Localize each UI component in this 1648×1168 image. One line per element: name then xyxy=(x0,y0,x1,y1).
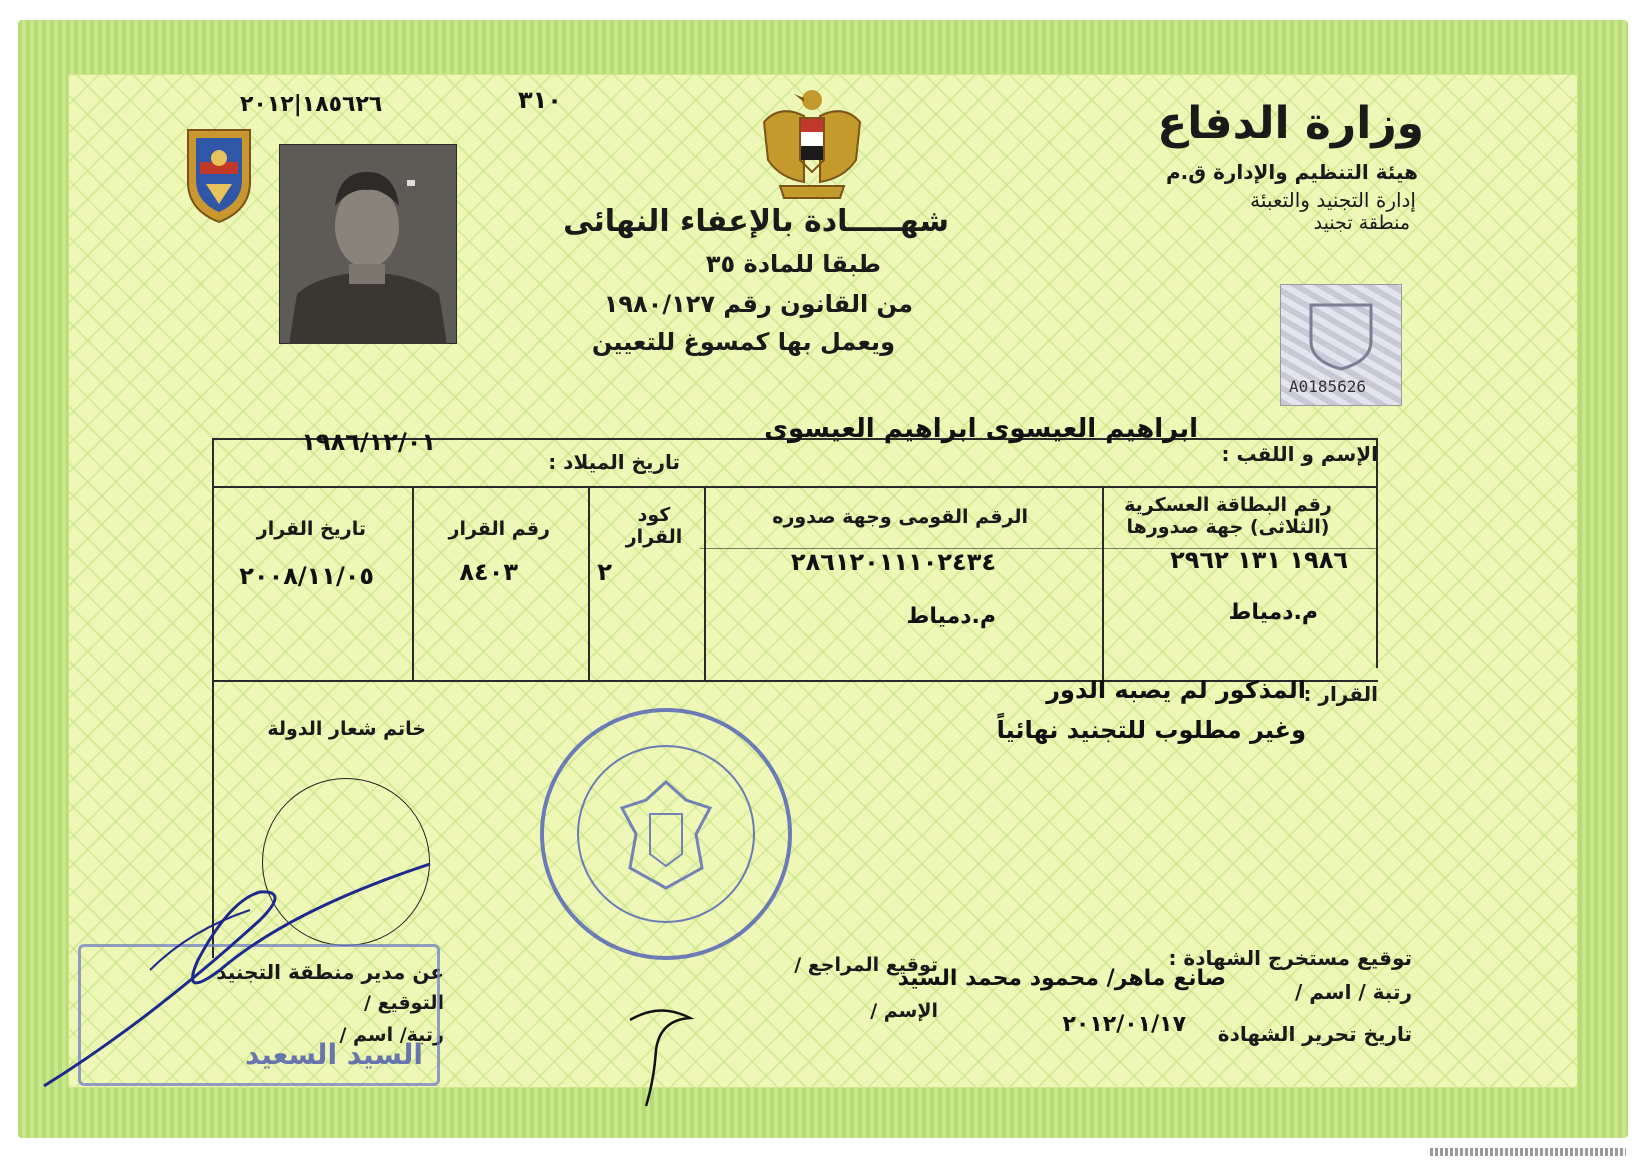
col-header-military-card: رقم البطاقة العسكرية (الثلاثى) جهة صدورها xyxy=(1124,494,1332,538)
title-line-3: ويعمل بها كمسوغ للتعيين xyxy=(591,328,895,356)
reviewer-signature-label: توقيع المراجع / xyxy=(794,954,938,976)
reviewer-handwritten-signature xyxy=(620,1000,700,1110)
document-number: ٣١٠ xyxy=(518,86,562,114)
military-card-place: م.دمياط xyxy=(1228,600,1318,625)
col-header-decision-number: رقم القرار xyxy=(448,518,550,540)
decision-line-1: المذكور لم يصبه الدور xyxy=(1046,676,1306,704)
director-rank-label: رتبة/ اسم / xyxy=(339,1024,444,1046)
stamp-name-text: السيد السعيد xyxy=(245,1038,423,1071)
col-header-decision-code: كود القرار xyxy=(625,504,683,548)
recruitment-zone: منطقة تجنيد xyxy=(1313,212,1410,234)
col-header-decision-date: تاريخ القرار xyxy=(256,518,366,540)
official-round-stamp xyxy=(536,704,796,964)
col-divider-1 xyxy=(412,486,414,680)
col-divider-2 xyxy=(588,486,590,680)
issue-date-value: ٢٠١٢/٠١/١٧ xyxy=(1062,1012,1186,1037)
department-name: إدارة التجنيد والتعبئة xyxy=(1250,188,1416,212)
certificate-title: شهـــــادة بالإعفاء النهائى xyxy=(563,204,949,239)
title-line-2: من القانون رقم ١٩٨٠/١٢٧ xyxy=(603,290,913,318)
national-id-value: ٢٨٦١٢٠١١١٠٢٤٣٤ xyxy=(790,548,996,576)
serial-number: ١٨٥٦٢٦|٢٠١٢ xyxy=(240,92,383,117)
issuer-rank-label: رتبة / اسم / xyxy=(1294,980,1412,1004)
decision-code-value: ٢ xyxy=(597,558,612,586)
decision-number-value: ٨٤٠٣ xyxy=(459,558,518,586)
issuer-signature-label: توقيع مستخرج الشهادة : xyxy=(1168,946,1412,970)
reviewer-name-label: الإسم / xyxy=(870,1000,938,1022)
col-header-national-id: الرقم القومى وجهة صدوره xyxy=(772,506,1028,528)
dob-label: تاريخ الميلاد : xyxy=(548,450,680,474)
state-seal-label: خاتم شعار الدولة xyxy=(267,718,426,740)
hologram-emblem-icon xyxy=(1281,285,1401,375)
issuer-rank-value: صانع ماهر/ محمود محمد السيد xyxy=(897,966,1226,991)
authority-name: هيئة التنظيم والإدارة ق.م xyxy=(1166,160,1418,184)
dob-value: ١٩٨٦/١٢/٠١ xyxy=(301,428,436,456)
military-card-value: ١٩٨٦ ١٣١ ٢٩٦٢ xyxy=(1170,546,1348,574)
col-divider-3 xyxy=(704,486,706,680)
armed-forces-emblem-icon xyxy=(182,122,256,226)
decision-label: القرار : xyxy=(1303,682,1378,706)
director-signature-label: التوقيع / xyxy=(363,992,444,1014)
table-right-border xyxy=(1376,438,1378,668)
footer-microprint xyxy=(1430,1148,1626,1156)
title-line-1: طبقا للمادة ٣٥ xyxy=(705,250,881,278)
security-hologram xyxy=(1280,284,1402,406)
director-label: عن مدير منطقة التجنيد xyxy=(216,960,444,984)
director-handwritten-signature xyxy=(30,850,450,1090)
issue-date-label: تاريخ تحرير الشهادة xyxy=(1217,1022,1412,1046)
state-eagle-emblem-icon xyxy=(760,82,864,212)
name-label: الإسم و اللقب : xyxy=(1221,442,1378,466)
decision-date-value: ٢٠٠٨/١١/٠٥ xyxy=(239,562,374,590)
ministry-name: وزارة الدفاع xyxy=(1157,98,1424,149)
national-id-place: م.دمياط xyxy=(906,604,996,629)
decision-line-2: وغير مطلوب للتجنيد نهائياً xyxy=(996,716,1306,744)
name-value: ابراهيم العيسوى ابراهيم العيسوى xyxy=(764,414,1198,444)
hologram-code: A0185626 xyxy=(1289,377,1367,396)
table-row-divider-1 xyxy=(212,486,1378,488)
holder-photo xyxy=(279,144,457,344)
